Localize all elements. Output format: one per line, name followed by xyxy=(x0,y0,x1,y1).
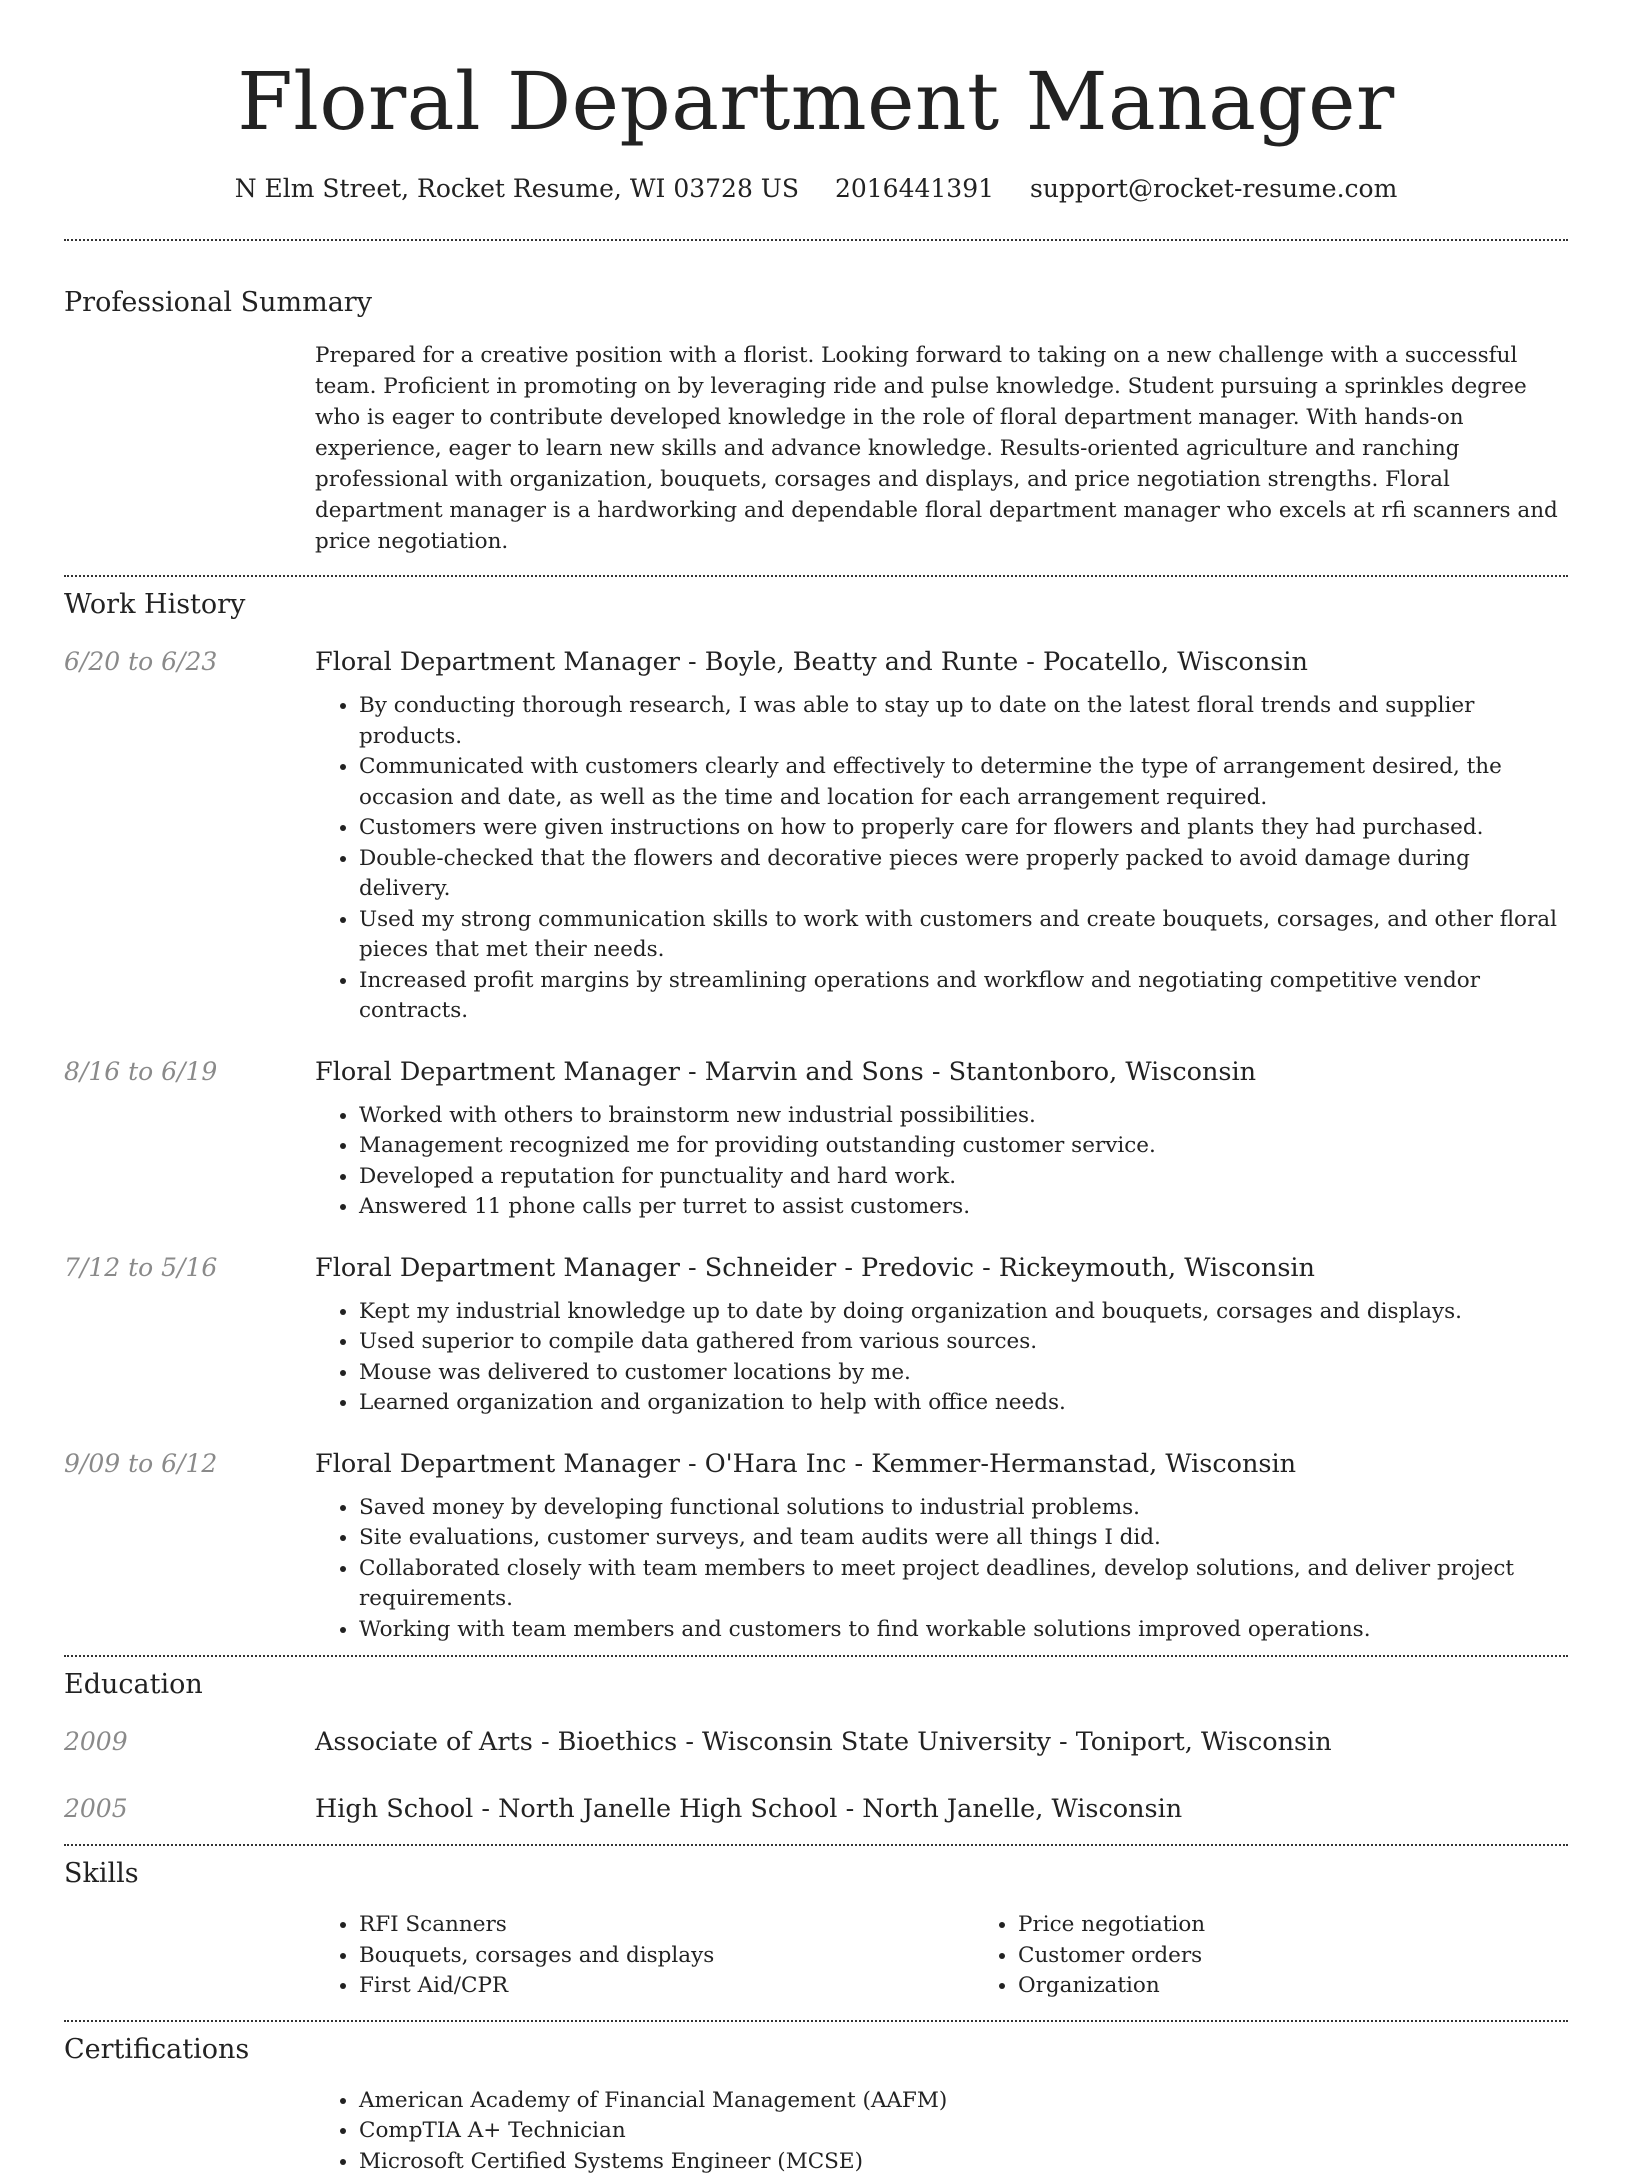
education-year: 2009 xyxy=(64,1725,315,1759)
contact-line xyxy=(64,172,1568,206)
job-entry xyxy=(64,1055,1568,1223)
divider xyxy=(64,1844,1568,1846)
job-dates: 9/09 to 6/12 xyxy=(64,1447,315,1481)
education-section xyxy=(64,1667,1568,1826)
skill-item: • Customer orders xyxy=(1018,1941,1632,1972)
job-title: Floral Department Manager - Marvin and Sons - Stantonboro, Wisconsin xyxy=(315,1055,1568,1089)
job-bullets xyxy=(315,691,1568,1027)
job-title: Floral Department Manager - Schneider - Predovic - Rickeymouth, Wisconsin xyxy=(315,1251,1568,1285)
job-dates: 8/16 to 6/19 xyxy=(64,1055,315,1089)
list-item: • Working with team members and customers to find workable solutions improved operations. xyxy=(359,1615,1568,1646)
contact-address: N Elm Street, Rocket Resume, WI 03728 US xyxy=(235,174,799,203)
list-item: • Management recognized me for providing outstanding customer service. xyxy=(359,1131,1568,1162)
skill-item: • Price negotiation xyxy=(1018,1910,1632,1941)
skill-item: • Organization xyxy=(1018,1971,1632,2002)
summary-text: Prepared for a creative position with a florist. Looking forward to taking on a new challenge with a successful team. Proficient in promoting on by leveraging ride and pulse knowledge. Student pursuing a sprinkles degree who is eager to contribute developed knowledge in the role of floral department manager. With hands-on experience, eager to learn new skills and advance knowledge. Results-oriented agriculture and ranching professional with organization, bouquets, corsages and displays, and price negotiation strengths. Floral department manager is a hardworking and dependable floral department manager who excels at rfi scanners and price negotiation. xyxy=(315,340,1568,557)
section-title-education: Education xyxy=(64,1667,1568,1703)
divider xyxy=(64,2020,1568,2022)
list-item: • Communicated with customers clearly and effectively to determine the type of arrangement desired, the occasion and date, as well as the time and location for each arrangement required. xyxy=(359,752,1568,813)
skills-section xyxy=(64,1856,1568,2002)
list-item: • By conducting thorough research, I was able to stay up to date on the latest floral trends and supplier products. xyxy=(359,691,1568,752)
list-item: • Collaborated closely with team members to meet project deadlines, develop solutions, and deliver project requirements. xyxy=(359,1554,1568,1615)
section-title-summary: Professional Summary xyxy=(64,285,1568,321)
list-item: • Double-checked that the flowers and decorative pieces were properly packed to avoid damage during delivery. xyxy=(359,844,1568,905)
list-item: • Customers were given instructions on how to properly care for flowers and plants they had purchased. xyxy=(359,813,1568,844)
list-item: • Worked with others to brainstorm new industrial possibilities. xyxy=(359,1101,1568,1132)
list-item: • Saved money by developing functional solutions to industrial problems. xyxy=(359,1493,1568,1524)
section-title-skills: Skills xyxy=(64,1856,1568,1892)
certification-item: • CompTIA A+ Technician xyxy=(359,2116,1568,2147)
education-entry xyxy=(64,1725,1568,1759)
education-entry xyxy=(64,1792,1568,1826)
list-item: • Mouse was delivered to customer locations by me. xyxy=(359,1358,1568,1389)
divider xyxy=(64,575,1568,577)
section-title-work-history: Work History xyxy=(64,587,1568,623)
job-entry xyxy=(64,1251,1568,1419)
job-bullets xyxy=(315,1493,1568,1646)
skill-item: • Bouquets, corsages and displays xyxy=(359,1941,974,1972)
list-item: • Used superior to compile data gathered from various sources. xyxy=(359,1327,1568,1358)
education-degree: Associate of Arts - Bioethics - Wisconsin State University - Toniport, Wisconsin xyxy=(315,1725,1568,1759)
resume-name: Floral Department Manager xyxy=(64,0,1568,152)
list-item: • Learned organization and organization to help with office needs. xyxy=(359,1388,1568,1419)
contact-email[interactable]: support@rocket-resume.com xyxy=(1030,174,1397,203)
skill-item: • First Aid/CPR xyxy=(359,1971,974,2002)
job-bullets xyxy=(315,1101,1568,1223)
job-bullets xyxy=(315,1297,1568,1419)
list-item: • Answered 11 phone calls per turret to assist customers. xyxy=(359,1192,1568,1223)
list-item: • Increased profit margins by streamlining operations and workflow and negotiating competitive vendor contracts. xyxy=(359,966,1568,1027)
list-item: • Kept my industrial knowledge up to date by doing organization and bouquets, corsages and displays. xyxy=(359,1297,1568,1328)
job-entry xyxy=(64,1447,1568,1646)
certifications-section xyxy=(64,2032,1568,2177)
list-item: • Used my strong communication skills to work with customers and create bouquets, corsages, and other floral pieces that met their needs. xyxy=(359,905,1568,966)
summary-section xyxy=(64,285,1568,557)
job-dates: 7/12 to 5/16 xyxy=(64,1251,315,1285)
work-history-section xyxy=(64,587,1568,1645)
list-item: • Site evaluations, customer surveys, and team audits were all things I did. xyxy=(359,1523,1568,1554)
job-title: Floral Department Manager - Boyle, Beatty and Runte - Pocatello, Wisconsin xyxy=(315,645,1568,679)
section-title-certifications: Certifications xyxy=(64,2032,1568,2068)
job-title: Floral Department Manager - O'Hara Inc - Kemmer-Hermanstad, Wisconsin xyxy=(315,1447,1568,1481)
skill-item: • RFI Scanners xyxy=(359,1910,974,1941)
contact-phone[interactable]: 2016441391 xyxy=(835,174,994,203)
certification-item: • American Academy of Financial Management (AAFM) xyxy=(359,2086,1568,2117)
divider xyxy=(64,239,1568,241)
skills-list-right xyxy=(974,1910,1632,2002)
certifications-list xyxy=(315,2086,1568,2177)
certification-item: • Microsoft Certified Systems Engineer (MCSE) xyxy=(359,2147,1568,2177)
job-dates: 6/20 to 6/23 xyxy=(64,645,315,679)
job-entry xyxy=(64,645,1568,1027)
list-item: • Developed a reputation for punctuality and hard work. xyxy=(359,1162,1568,1193)
education-degree: High School - North Janelle High School - North Janelle, Wisconsin xyxy=(315,1792,1568,1826)
divider xyxy=(64,1655,1568,1657)
skills-list-left xyxy=(315,1910,974,2002)
education-year: 2005 xyxy=(64,1792,315,1826)
